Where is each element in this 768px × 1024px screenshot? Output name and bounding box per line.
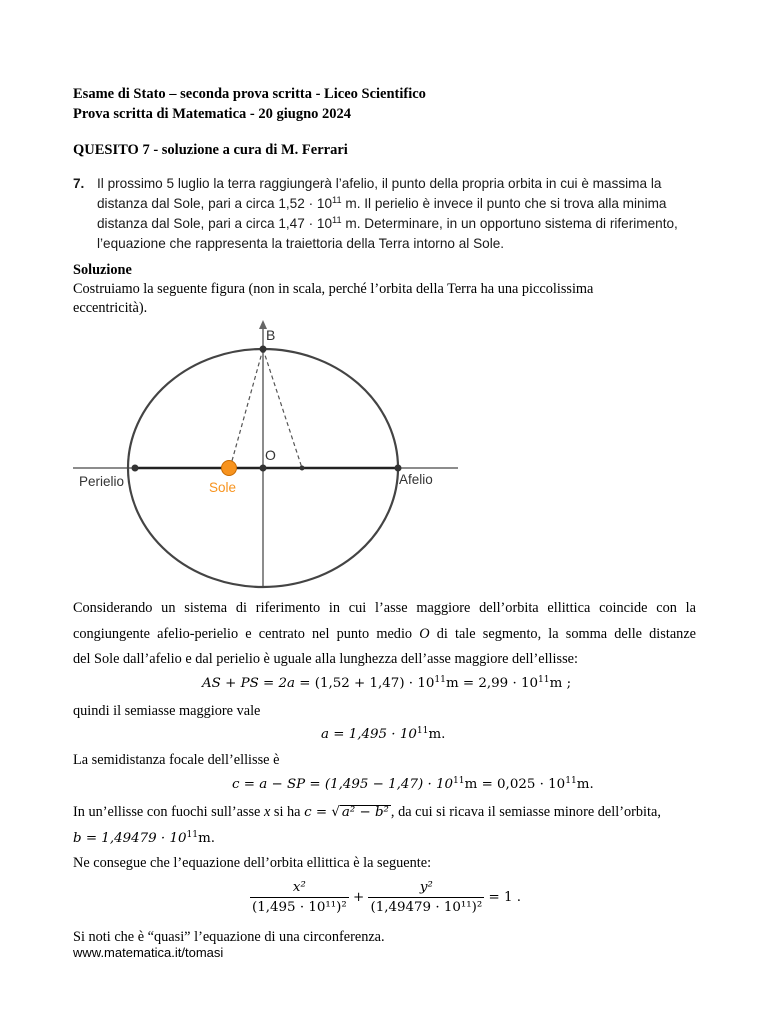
- para-line-1: Considerando un sistema di riferimento in cui l’asse maggiore dell’orbita ellittica coincide con la: [73, 600, 696, 616]
- fraction-y: $\frac{\text{y²}}{\text{(1,49479 · 10¹¹)²}}$: [370, 880, 483, 915]
- point-b: [260, 346, 267, 353]
- para-line-3: del Sole dall’afelio e dal perielio è uguale alla lunghezza dell’asse maggiore dell’ellisse:: [73, 651, 578, 667]
- focal-text: La semidistanza focale dell’ellisse è: [73, 752, 280, 768]
- intro-line-1: Costruiamo la seguente figura (non in scala, perché l’orbita della Terra ha una piccolissima: [73, 281, 594, 297]
- label-b: B: [266, 327, 276, 343]
- point-o: [260, 465, 267, 472]
- point-second-focus: [300, 466, 305, 471]
- question-text: Il prossimo 5 luglio la terra raggiungerà l’afelio, il punto della propria orbita in cui è massima la distanza dal Sole, pari a circa $1,52 \cdot 10^{11}$ m. Il perielio è invece il punto che si trova alla minima distanza dal Sole, pari a circa $1,47 \cdot 10^{11}$ m. Determinare, in un opportuno sistema di riferimento, l’equazione che rappresenta la traiettoria della Terra intorno al Sole.: [97, 176, 678, 251]
- intro-line-2: eccentricità).: [73, 300, 148, 316]
- equation-semi-minor: $b = 1,49479 \cdot 10^{11}m$.: [73, 830, 216, 846]
- quesito-title: QUESITO 7 - soluzione a cura di M. Ferrari: [73, 142, 348, 158]
- equation-ellipse: $\frac{\text{x²}}{\text{(1,495 · 10¹¹)²}}$ + $\frac{\text{y²}}{\text{(1,49479 · 10¹¹)²}}$ = 1 .: [252, 880, 521, 915]
- fraction-x: $\frac{\text{x²}}{\text{(1,495 · 10¹¹)²}}$: [252, 880, 347, 915]
- dashed-line-b-sole: [230, 349, 263, 468]
- equation-focal: c = a − SP = $(1,495 - 1,47) \cdot 10^{11}m = 0,025 \cdot 10^{11}m$.: [232, 776, 594, 792]
- consegue-text: Ne consegue che l’equazione dell’orbita ellittica è la seguente:: [73, 855, 432, 871]
- equation-semi-major: $a = 1,495 \cdot 10^{11}m$.: [321, 726, 446, 742]
- orbit-figure: [73, 318, 463, 590]
- semi-major-text: quindi il semiasse maggiore vale: [73, 703, 261, 719]
- exam-title: Esame di Stato – seconda prova scritta - Liceo Scientifico: [73, 86, 426, 102]
- equation-major-axis: AS + PS = $2a = (1,52 + 1,47) \cdot 10^{11}m = 2,99 \cdot 10^{11}m$ ;: [202, 675, 572, 691]
- foci-line: In un’ellisse con fuochi sull’asse x si ha c = √ a² − b² , da cui si ricava il semiasse minore dell’orbita,: [73, 804, 661, 820]
- footer-url[interactable]: www.matematica.it/tomasi: [73, 945, 224, 960]
- para-line-2: congiungente afelio-perielio e centrato nel punto medio O di tale segmento, la somma delle distanze: [73, 626, 697, 642]
- question-block: [73, 174, 713, 251]
- exam-subtitle: Prova scritta di Matematica - 20 giugno 2024: [73, 106, 352, 122]
- label-afelio: Afelio: [399, 472, 433, 487]
- sun-point: [222, 461, 237, 476]
- label-perielio: Perielio: [79, 474, 125, 489]
- label-sole: Sole: [209, 480, 237, 495]
- point-afelio: [395, 465, 402, 472]
- solution-title: Soluzione: [73, 262, 132, 278]
- label-o: O: [265, 447, 276, 463]
- closing-text: Si noti che è “quasi” l’equazione di una circonferenza.: [73, 929, 385, 945]
- question-number: 7.: [73, 176, 85, 191]
- point-perielio: [132, 465, 139, 472]
